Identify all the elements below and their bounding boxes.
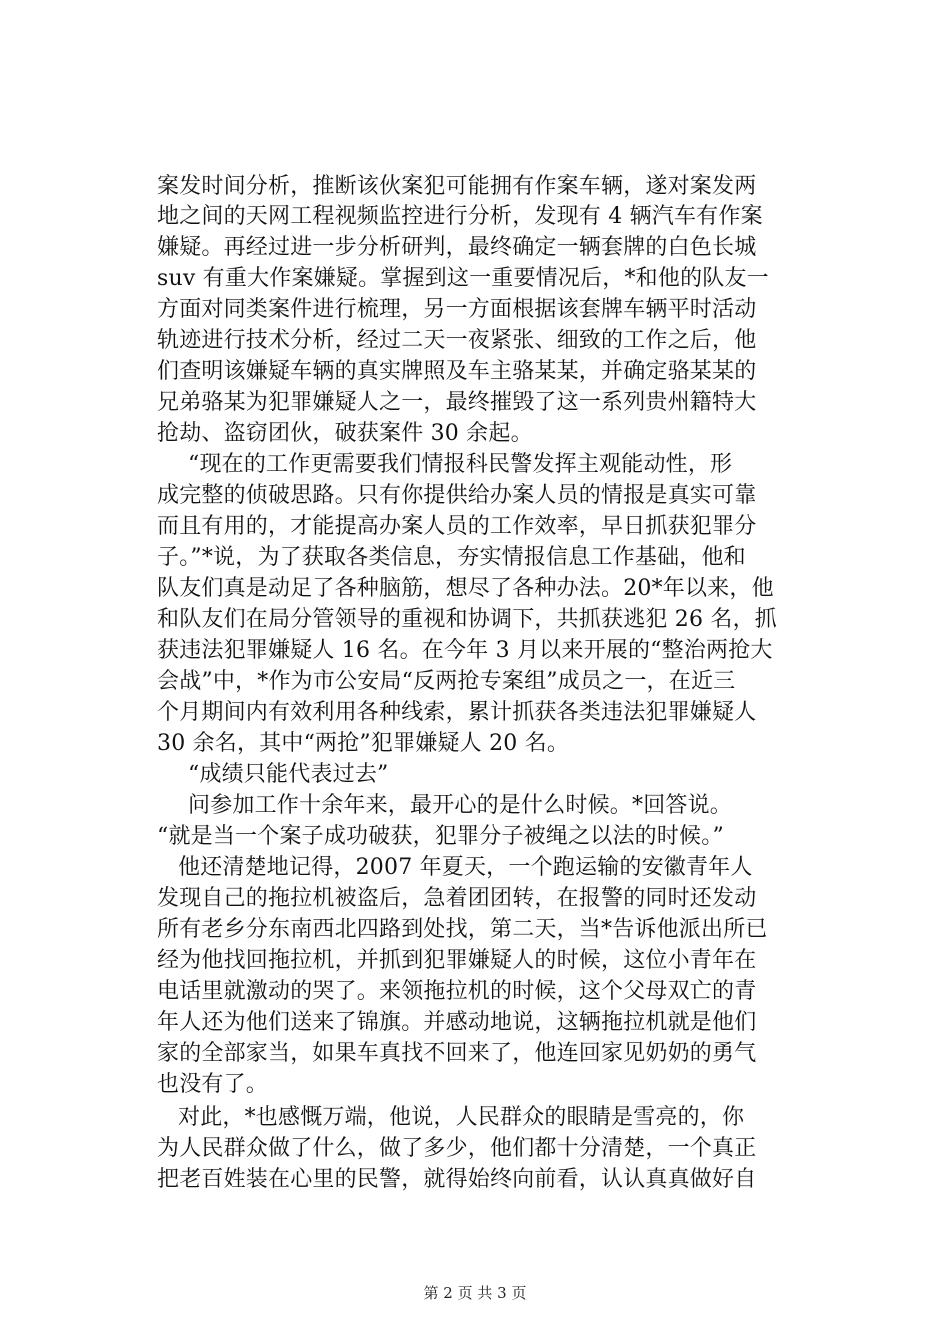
text-line: 会战”中，*作为市公安局“反两抢专案组”成员之一，在近三 — [157, 669, 736, 694]
text-line: 年人还为他们送来了锦旗。并感动地说，这辆拖拉机就是他们 — [157, 1010, 757, 1035]
text-line: 所有老乡分东南西北四路到处找，第二天，当*告诉他派出所已 — [157, 917, 768, 942]
text-line: 案发时间分析，推断该伙案犯可能拥有作案车辆，遂对案发两 — [157, 174, 757, 199]
section-heading: “成绩只能代表过去” — [188, 762, 389, 787]
text-line: 而且有用的，才能提高办案人员的工作效率，早日抓获犯罪分 — [157, 514, 757, 539]
text-line: “就是当一个案子成功破获，犯罪分子被绳之以法的时候。” — [157, 824, 724, 849]
text-line: 队友们真是动足了各种脑筋，想尽了各种办法。20*年以来，他 — [157, 576, 774, 601]
text-line: 成完整的侦破思路。只有你提供给办案人员的情报是真实可靠 — [157, 483, 757, 508]
text-line: 子。”*说，为了获取各类信息，夯实情报信息工作基础，他和 — [157, 545, 746, 570]
text-line: 个月期间内有效利用各种线索，累计抓获各类违法犯罪嫌疑人 — [157, 700, 757, 725]
page-footer: 第 2 页 共 3 页 — [423, 1284, 527, 1302]
text-line: 轨迹进行技术分析，经过二天一夜紧张、细致的工作之后，他 — [157, 328, 757, 353]
text-line: 和队友们在局分管领导的重视和协调下，共抓获逃犯 26 名，抓 — [157, 607, 777, 632]
text-line: 家的全部家当，如果车真找不回来了，他连回家见奶奶的勇气 — [157, 1041, 757, 1066]
text-line: 也没有了。 — [157, 1072, 269, 1097]
text-line: 们查明该嫌疑车辆的真实牌照及车主骆某某，并确定骆某某的 — [157, 359, 757, 384]
paragraph-start-line: “现在的工作更需要我们情报科民警发挥主观能动性，形 — [188, 452, 733, 477]
text-line: 获违法犯罪嫌疑人 16 名。在今年 3 月以来开展的“整治两抢大 — [157, 638, 773, 663]
text-line: 把老百姓装在心里的民警，就得始终向前看，认认真真做好自 — [157, 1167, 757, 1192]
text-line: suv 有重大作案嫌疑。掌握到这一重要情况后，*和他的队友一 — [157, 266, 769, 291]
text-line: 为人民群众做了什么，做了多少，他们都十分清楚，一个真正 — [157, 1136, 757, 1161]
paragraph-start-line: 问参加工作十余年来，最开心的是什么时候。*回答说。 — [188, 793, 733, 818]
paragraph-start-line: 他还清楚地记得，2007 年夏天，一个跑运输的安徽青年人 — [178, 855, 753, 880]
text-line: 方面对同类案件进行梳理，另一方面根据该套牌车辆平时活动 — [157, 297, 757, 322]
text-line: 兄弟骆某为犯罪嫌疑人之一，最终摧毁了这一系列贵州籍特大 — [157, 390, 757, 415]
text-line: 嫌疑。再经过进一步分析研判，最终确定一辆套牌的白色长城 — [157, 235, 757, 260]
text-line: 抢劫、盗窃团伙，破获案件 30 余起。 — [157, 421, 533, 446]
text-line: 地之间的天网工程视频监控进行分析，发现有 4 辆汽车有作案 — [157, 204, 763, 229]
text-line: 30 余名，其中“两抢”犯罪嫌疑人 20 名。 — [157, 731, 570, 756]
text-line: 发现自己的拖拉机被盗后，急着团团转，在报警的同时还发动 — [157, 886, 757, 911]
paragraph-start-line: 对此，*也感慨万端，他说，人民群众的眼睛是雪亮的，你 — [178, 1105, 745, 1130]
text-line: 经为他找回拖拉机，并抓到犯罪嫌疑人的时候，这位小青年在 — [157, 948, 757, 973]
text-line: 电话里就激动的哭了。来领拖拉机的时候，这个父母双亡的青 — [157, 979, 757, 1004]
